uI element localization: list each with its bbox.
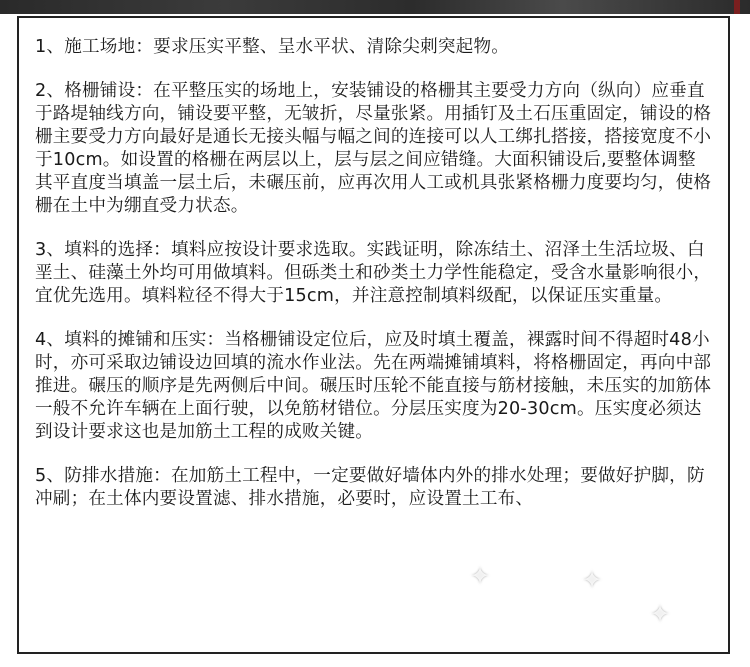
paragraph-spreading-compaction: 4、填料的摊铺和压实：当格栅铺设定位后，应及时填土覆盖，裸露时间不得超时48小时，亦可采取边铺设边回填的流水作业法。先在两端摊铺填料，将格栅固定，再向中部推进。碾压的顺序是先两侧后中间。碾压时压轮不能直接与筋材接触，未压实的加筋体一般不允许车辆在上面行驶，以免筋材错位。分层压实度为20-30cm。压实度必须达到设计要求这也是加筋土工程的成败关键。 — [35, 330, 712, 442]
top-strip-accent — [734, 0, 740, 14]
paragraph-site-preparation: 1、施工场地：要求压实平整、呈水平状、清除尖刺突起物。 — [35, 37, 510, 57]
text-frame — [17, 16, 730, 654]
paragraph-fill-selection: 3、填料的选择：填料应按设计要求选取。实践证明，除冻结土、沼泽土生活垃圾、白垩土、硅藻土外均可用做填料。但砾类土和砂类土力学性能稳定，受含水量影响很小，宜优先选用。填料粒径不得大于15cm，并注意控制填料级配，以保证压实重量。 — [35, 240, 712, 306]
paragraph-drainage-measures: 5、防排水措施：在加筋土工程中，一定要做好墙体内外的排水处理；要做好护脚，防冲刷；在土体内要设置滤、排水措施，必要时，应设置土工布、 — [35, 466, 705, 509]
top-photo-strip — [0, 0, 750, 14]
paragraph-grid-laying: 2、格栅铺设：在平整压实的场地上，安装铺设的格栅其主要受力方向（纵向）应垂直于路堤轴线方向，铺设要平整，无皱折，尽量张紧。用插钉及土石压重固定，铺设的格栅主要受力方向最好是通长无接头幅与幅之间的连接可以人工绑扎搭接，搭接宽度不小于10cm。如设置的格栅在两层以上，层与层之间应错缝。大面积铺设后,要整体调整其平直度当填盖一层土后，未碾压前，应再次用人工或机具张紧格栅力度要均匀，使格栅在土中为绷直受力状态。 — [35, 81, 712, 216]
watermark-overlay: ✦ ✦ ✦ — [470, 562, 671, 628]
